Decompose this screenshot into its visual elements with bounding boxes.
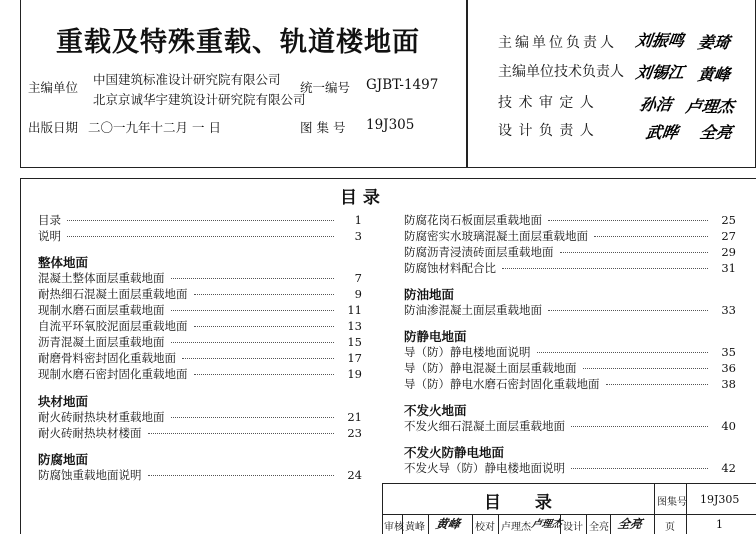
signature: 孙洁 <box>638 95 674 114</box>
toc-entry[interactable]: 防腐蚀重载地面说明 24 <box>38 468 362 482</box>
signature: 黄峰 <box>696 65 732 84</box>
pub-date-label: 出版日期 <box>28 120 79 135</box>
toc-entry[interactable]: 耐磨骨料密封固化重载地面 17 <box>38 351 362 365</box>
cell-divider <box>472 514 473 534</box>
cell-divider <box>428 514 429 534</box>
check-label: 校对 <box>475 522 495 533</box>
toc-entry[interactable]: 沥青混凝土面层重载地面 15 <box>38 335 362 349</box>
page-label: 页 <box>665 522 675 533</box>
signature: 全亮 <box>698 123 734 142</box>
role-design-lead: 设 计 负 责 人 <box>498 123 595 139</box>
checker-name: 卢理杰 <box>501 522 531 533</box>
atlas-no-label: 图 集 号 <box>300 120 346 135</box>
page-number: 1 <box>716 518 723 531</box>
signature: 刘锡江 <box>634 63 686 82</box>
toc-entry[interactable]: 现制水磨石面层重载地面 11 <box>38 303 362 317</box>
editor-org-2: 北京京诚华宇建筑设计研究院有限公司 <box>93 92 306 107</box>
atlas-no-label: 图集号 <box>657 497 687 508</box>
cell-divider <box>610 514 611 534</box>
toc-section-heading: 不发火地面 <box>404 403 467 418</box>
toc-entry[interactable]: 耐火砖耐热块材重载地面 21 <box>38 410 362 424</box>
unified-no-label: 统一编号 <box>300 80 351 95</box>
signature: 黄峰 <box>434 517 462 531</box>
signature: 刘振鸣 <box>634 31 686 50</box>
toc-entry[interactable]: 说明 3 <box>38 229 362 243</box>
toc-entry[interactable]: 现制水磨石密封固化重载地面 19 <box>38 367 362 381</box>
toc-entry[interactable]: 防腐花岗石板面层重载地面 25 <box>404 213 736 227</box>
signature: 姜琦 <box>696 33 732 52</box>
toc-entry[interactable]: 不发火细石混凝土面层重载地面 40 <box>404 419 736 433</box>
toc-section-heading: 防油地面 <box>404 287 455 302</box>
pub-date: 二〇一九年十二月 一 日 <box>88 120 221 135</box>
cell-divider <box>586 514 587 534</box>
toc-entry[interactable]: 导（防）静电混凝土面层重载地面 36 <box>404 361 736 375</box>
toc-section-heading: 整体地面 <box>38 255 89 270</box>
toc-section-heading: 不发火防静电地面 <box>404 445 505 460</box>
toc-entry[interactable]: 导（防）静电水磨石密封固化重载地面 38 <box>404 377 736 391</box>
toc-section-heading: 防腐地面 <box>38 452 89 467</box>
atlas-no: 19J305 <box>366 117 415 133</box>
signature: 卢理杰 <box>530 519 563 530</box>
role-chief-editor-unit: 主编单位负责人 <box>498 35 617 51</box>
toc-entry[interactable]: 防油渗混凝土面层重载地面 33 <box>404 303 736 317</box>
toc-section-heading: 防静电地面 <box>404 329 467 344</box>
role-chief-tech: 主编单位技术负责人 <box>498 64 624 80</box>
toc-title: 目 录 <box>340 188 380 208</box>
book-title: 重载及特殊重载、轨道楼地面 <box>56 27 420 58</box>
title-block-divider <box>654 483 655 534</box>
toc-entry[interactable]: 混凝土整体面层重载地面 7 <box>38 271 362 285</box>
toc-entry[interactable]: 自流平环氧胶泥面层重载地面 13 <box>38 319 362 333</box>
editor-org-1: 中国建筑标准设计研究院有限公司 <box>93 72 281 87</box>
toc-entry[interactable]: 导（防）静电楼地面说明 35 <box>404 345 736 359</box>
editor-label: 主编单位 <box>28 80 79 95</box>
toc-right-column <box>404 212 736 476</box>
header-divider <box>466 0 468 168</box>
toc-entry[interactable]: 耐热细石混凝土面层重载地面 9 <box>38 287 362 301</box>
review-label: 审核 <box>384 522 404 533</box>
title-block-divider <box>686 483 687 534</box>
signature: 全亮 <box>616 517 644 531</box>
role-tech-reviewer: 技 术 审 定 人 <box>498 95 595 111</box>
cell-divider <box>498 514 499 534</box>
toc-entry[interactable]: 不发火导（防）静电楼地面说明 42 <box>404 461 736 475</box>
toc-left-column <box>38 212 362 483</box>
toc-entry[interactable]: 目录 1 <box>38 213 362 227</box>
reviewer-name: 黄峰 <box>405 522 425 533</box>
toc-entry[interactable]: 耐火砖耐热块材楼面 23 <box>38 426 362 440</box>
toc-entry[interactable]: 防腐沥青浸渍砖面层重载地面 29 <box>404 245 736 259</box>
designer-name: 全亮 <box>589 522 609 533</box>
unified-no: GJBT-1497 <box>366 77 439 93</box>
title-block-title: 目 录 <box>484 493 566 513</box>
toc-entry[interactable]: 防腐密实水玻璃混凝土面层重载地面 27 <box>404 229 736 243</box>
toc-section-heading: 块材地面 <box>38 394 89 409</box>
signature: 武晔 <box>644 123 680 142</box>
toc-entry[interactable]: 防腐蚀材料配合比 31 <box>404 261 736 275</box>
design-label: 设计 <box>563 522 583 533</box>
signature: 卢理杰 <box>684 97 736 116</box>
atlas-no: 19J305 <box>700 493 740 506</box>
